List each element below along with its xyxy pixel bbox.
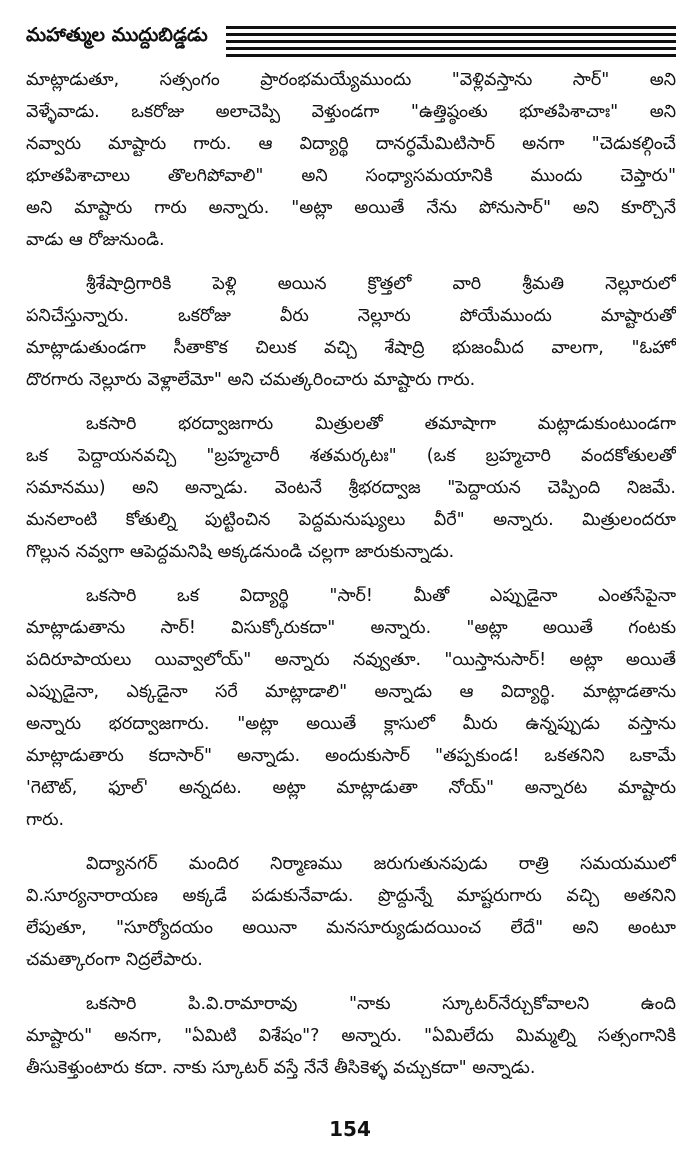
- text-line: నవ్వారు మాష్టారు గారు. ఆ విద్యార్థి దానర్ధమేమిటిసార్ అనగా "చెడుకల్గించే: [26, 134, 676, 154]
- text-line: వాడు ఆ రోజునుండి.: [26, 230, 165, 250]
- paragraph: [26, 408, 676, 568]
- text-line: విద్యానగర్ మందిర నిర్మాణము జరుగుతునపుడు రాత్రి సమయములో: [86, 854, 676, 874]
- text-line: మాట్లాడుతారు కదాసార్" అన్నాడు. అందుకుసార్ "తప్పకుండ! ఒకతనిని ఒకామే: [26, 746, 676, 766]
- text-line: చమత్కారంగా నిద్రలేపారు.: [26, 950, 203, 970]
- text-line: భూతపిశాచాలు తొలగిపోవాలి" అని సంధ్యాసమయానికి ముందు చెప్తారు": [26, 166, 676, 186]
- text-line: ఎప్పుడైనా, ఎక్కడైనా సరే మాట్లాడాలి" అన్నాడు ఆ విద్యార్థి. మాట్లాడతాను: [26, 682, 676, 702]
- text-line: పనిచేస్తున్నారు. ఒకరోజు వీరు నెల్లూరు పోయేముందు మాష్టారుతో: [26, 306, 676, 326]
- text-line: గొల్లున నవ్వగా ఆపెద్దమనిషి అక్కడనుండి చల్లగా జారుకున్నాడు.: [26, 542, 455, 562]
- text-line: మాట్లాడుతుండగా సీతాకొక చిలుక వచ్చి శేషాద్రి భుజంమీద వాలగా, "ఓహో: [26, 338, 676, 358]
- paragraph: [26, 988, 676, 1084]
- text-line: 'గెటౌట్, ఫూల్' అన్నదట. అట్లా మాట్లాడుతా నోయ్" అన్నారట మాష్టారు: [26, 778, 676, 798]
- page-number: 154: [329, 1117, 371, 1141]
- text-line: మాష్టారు" అనగా, "ఏమిటి విశేషం"? అన్నారు. "ఏమిలేదు మిమ్మల్ని సత్సంగానికి: [26, 1026, 676, 1046]
- paragraph: [26, 848, 676, 976]
- paragraph: [26, 64, 676, 256]
- text-line: మాట్లాడుతూ, సత్సంగం ప్రారంభమయ్యేముందు "వెళ్లివస్తాను సార్" అని: [26, 70, 676, 90]
- text-line: ఒకసారి భరద్వాజగారు మిత్రులతో తమాషాగా మట్లాడుకుంటుండగా: [86, 414, 676, 434]
- text-line: గారు.: [26, 810, 65, 830]
- paragraph: [26, 580, 676, 836]
- text-line: మాట్లాడుతాను సార్! విసుక్కోరుకదా" అన్నారు. "అట్లా అయితే గంటకు: [26, 618, 676, 638]
- text-line: వెళ్ళేవాడు. ఒకరోజు అలాచెప్పి వెళ్తుండగా "ఉత్తిష్ఠంతు భూతపిశాచాః" అని: [26, 102, 676, 122]
- text-line: పదిరూపాయలు యివ్వాలోయ్" అన్నారు నవ్వుతూ. "యిస్తానుసార్! అట్లా అయితే: [26, 650, 676, 670]
- text-line: అన్నారు భరద్వాజగారు. "అట్లా అయితే క్లాసులో మీరు ఉన్నప్పుడు వస్తాను: [26, 714, 676, 734]
- paragraph: [26, 268, 676, 396]
- page-body: [26, 64, 676, 1096]
- text-line: లేపుతూ, "సూర్యోదయం అయినా మనసూర్యుడుదయించ లేదే" అని అంటూ: [26, 918, 676, 938]
- header-rule-lines: [226, 26, 676, 61]
- running-header: [26, 22, 676, 62]
- text-line: దొరగారు నెల్లూరు వెళ్లాలేమో" అని చమత్కరించారు మాష్టారు గారు.: [26, 370, 476, 390]
- text-line: తీసుకెళ్తుంటారు కదా. నాకు స్కూటర్ వస్తే నేనే తీసికెళ్ళ వచ్చుకదా" అన్నాడు.: [26, 1058, 536, 1078]
- text-line: అని మాష్టారు గారు అన్నారు. "అట్లా అయితే నేను పోనుసార్" అని కూర్చొనే: [26, 198, 676, 218]
- text-line: వి.సూర్యనారాయణ అక్కడే పడుకునేవాడు. ప్రొద్దున్నే మాష్టరుగారు వచ్చి అతనిని: [26, 886, 676, 906]
- text-line: ఒక పెద్దాయనవచ్చి "బ్రహ్మచారీ శతమర్కటః" (ఒక బ్రహ్మచారి వందకోతులతో: [26, 446, 676, 466]
- text-line: సమానము) అని అన్నాడు. వెంటనే శ్రీభరద్వాజ "పెద్దాయన చెప్పింది నిజమే.: [26, 478, 676, 498]
- text-line: మనలాంటి కోతుల్ని పుట్టించిన పెద్దమనుష్యులు వీరే" అన్నారు. మిత్రులందరూ: [26, 510, 676, 530]
- text-line: ఒకసారి పి.వి.రామారావు "నాకు స్కూటర్‌నేర్చుకోవాలని ఉంది: [86, 994, 676, 1014]
- text-line: ఒకసారి ఒక విద్యార్థి "సార్! మీతో ఎప్పుడైనా ఎంతసేపైనా: [86, 586, 676, 606]
- header-title: మహాత్ముల ముద్దుబిడ్డడు: [26, 24, 208, 46]
- text-line: శ్రీశేషాద్రిగారికి పెళ్లి అయిన క్రొత్తలో వారి శ్రీమతి నెల్లూరులో: [86, 274, 676, 294]
